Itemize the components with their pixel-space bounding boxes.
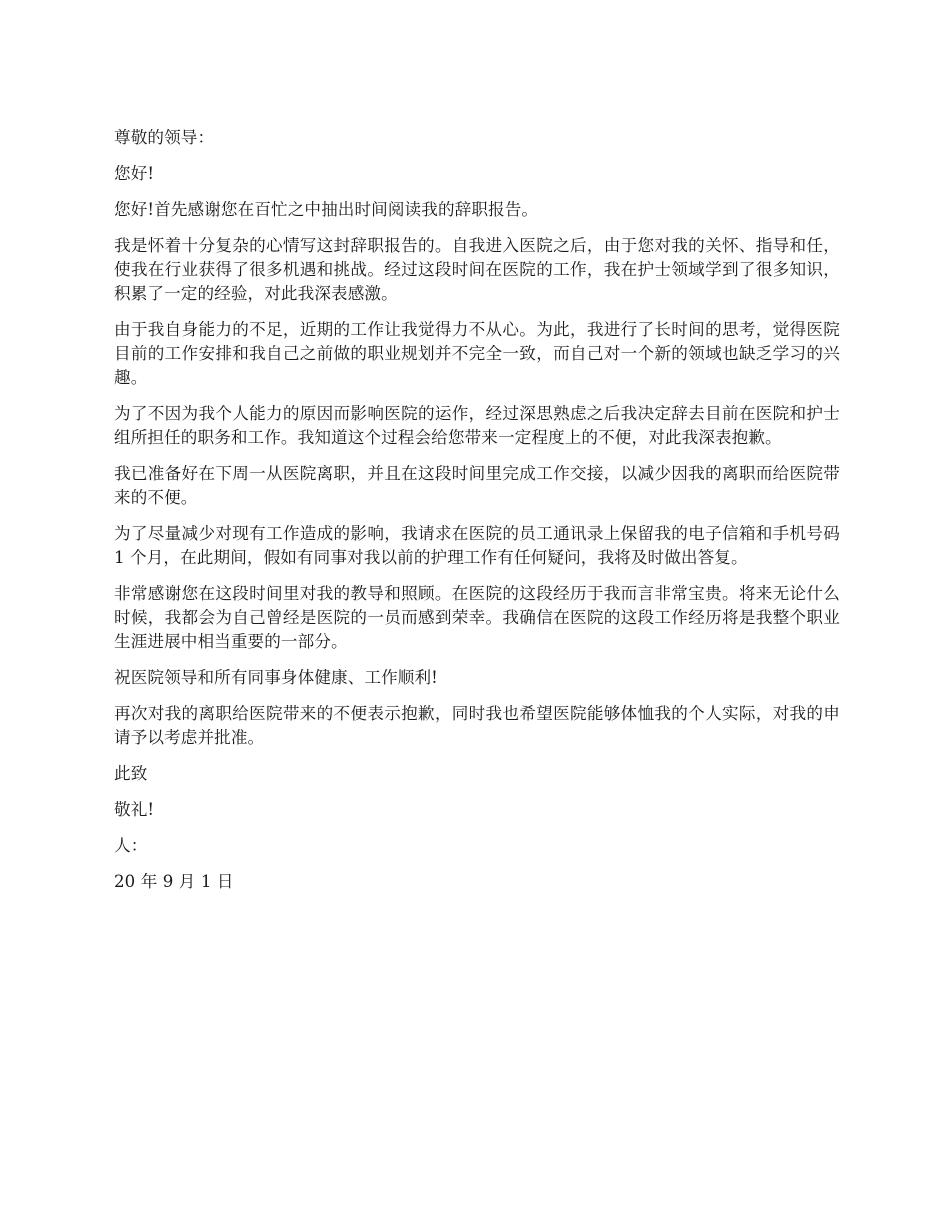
body-paragraph: 为了尽量减少对现有工作造成的影响，我请求在医院的员工通讯录上保留我的电子信箱和手机号码 1 个月，在此期间，假如有同事对我以前的护理工作有任何疑问，我将及时做出答复。 — [114, 524, 840, 567]
signature: 人： — [114, 836, 148, 855]
date: 20 年 9 月 1 日 — [114, 872, 234, 891]
body-paragraph: 再次对我的离职给医院带来的不便表示抱歉，同时我也希望医院能够体恤我的个人实际，对我的申请予以考虑并批准。 — [114, 704, 840, 747]
body-paragraph: 我已准备好在下周一从医院离职，并且在这段时间里完成工作交接，以减少因我的离职而给医院带来的不便。 — [114, 464, 840, 507]
greeting: 您好! — [114, 164, 155, 183]
body-paragraph: 非常感谢您在这段时间里对我的教导和照顾。在医院的这段经历于我而言非常宝贵。将来无论什么时候，我都会为自己曾经是医院的一员而感到荣幸。我确信在医院的这段工作经历将是我整个职业生涯进展中相当重要的一部分。 — [114, 584, 840, 651]
closing: 此致 — [114, 764, 148, 783]
resignation-letter — [114, 126, 840, 906]
body-paragraph: 为了不因为我个人能力的原因而影响医院的运作，经过深思熟虑之后我决定辞去目前在医院和护士组所担任的职务和工作。我知道这个过程会给您带来一定程度上的不便，对此我深表抱歉。 — [114, 404, 840, 447]
salutation: 尊敬的领导： — [114, 128, 215, 147]
regards: 敬礼! — [114, 800, 155, 819]
body-paragraph: 祝医院领导和所有同事身体健康、工作顺利! — [114, 668, 438, 687]
body-paragraph: 您好!首先感谢您在百忙之中抽出时间阅读我的辞职报告。 — [114, 200, 539, 219]
body-paragraph: 我是怀着十分复杂的心情写这封辞职报告的。自我进入医院之后，由于您对我的关怀、指导和任，使我在行业获得了很多机遇和挑战。经过这段时间在医院的工作，我在护士领域学到了很多知识，积累了一定的经验，对此我深表感激。 — [114, 236, 840, 303]
body-paragraph: 由于我自身能力的不足，近期的工作让我觉得力不从心。为此，我进行了长时间的思考，觉得医院目前的工作安排和我自己之前做的职业规划并不完全一致，而自己对一个新的领域也缺乏学习的兴趣。 — [114, 320, 840, 387]
